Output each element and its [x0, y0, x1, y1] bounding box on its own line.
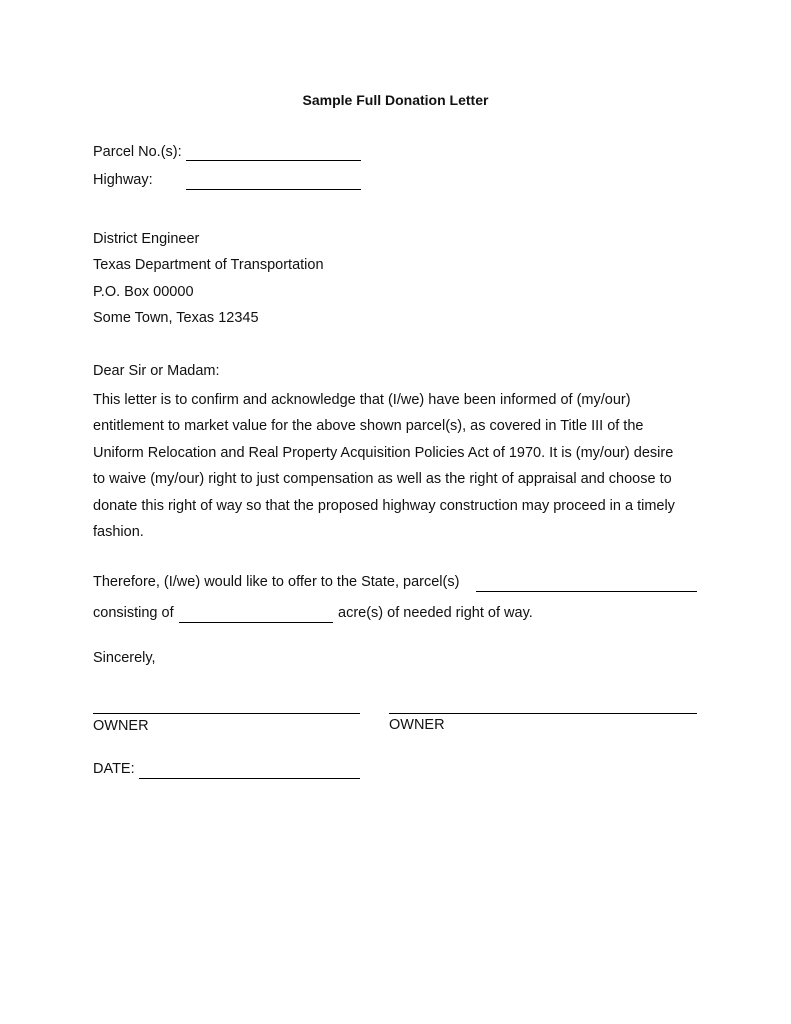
body-paragraph [93, 387, 693, 545]
body-line: This letter is to confirm and acknowledge that (I/we) have been informed of (my/our) [93, 392, 631, 408]
closing: Sincerely, [93, 650, 156, 666]
parcel-blank-line[interactable] [186, 160, 361, 161]
owner-label-right: OWNER [389, 717, 445, 733]
body-line: to waive (my/our) right to just compensation as well as the right of appraisal and choose to [93, 471, 672, 488]
address-line-1: District Engineer [93, 231, 200, 247]
body-line: Uniform Relocation and Real Property Acquisition Policies Act of 1970. It is (my/our) desire [93, 444, 674, 461]
letter-title: Sample Full Donation Letter [302, 92, 489, 108]
body-line: entitlement to market value for the above shown parcel(s), as covered in Title III of the [93, 418, 644, 435]
owner-signature-line-right[interactable] [389, 713, 697, 714]
parcel-offer-blank-line[interactable] [476, 591, 697, 592]
owner-label-left: OWNER [93, 718, 149, 734]
body-line: donate this right of way so that the proposed highway construction may proceed in a timely [93, 497, 675, 514]
address-line-2: Texas Department of Transportation [93, 257, 324, 273]
offer-line-2-suffix: acre(s) of needed right of way. [338, 605, 533, 621]
address-line-3: P.O. Box 00000 [93, 284, 194, 300]
parcel-label: Parcel No.(s): [93, 144, 182, 160]
offer-line-1: Therefore, (I/we) would like to offer to the State, parcel(s) [93, 574, 460, 590]
acres-blank-line[interactable] [179, 622, 333, 623]
offer-line-2-prefix: consisting of [93, 605, 174, 621]
body-line: fashion. [93, 524, 144, 541]
date-blank-line[interactable] [139, 778, 360, 779]
salutation: Dear Sir or Madam: [93, 363, 220, 379]
owner-signature-line-left[interactable] [93, 713, 360, 714]
highway-label: Highway: [93, 172, 153, 188]
address-line-4: Some Town, Texas 12345 [93, 310, 259, 326]
highway-blank-line[interactable] [186, 189, 361, 190]
date-label: DATE: [93, 761, 135, 777]
